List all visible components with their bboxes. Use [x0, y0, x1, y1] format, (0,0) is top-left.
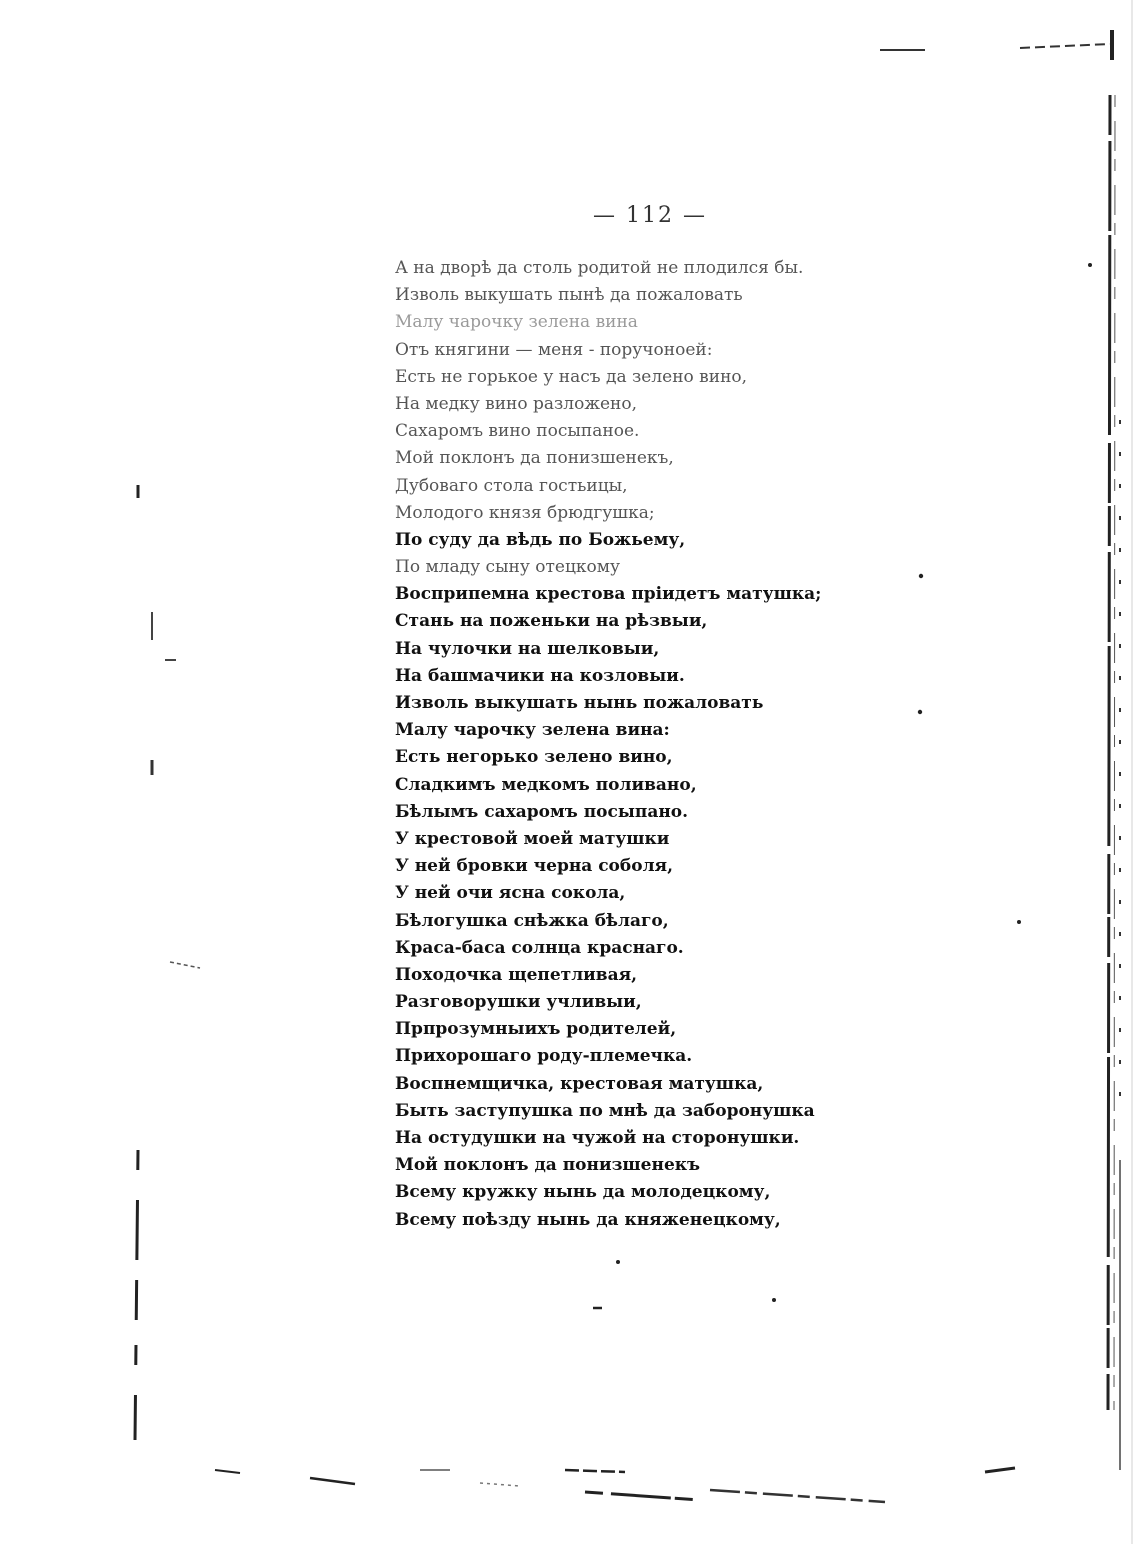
poem-line: Сахаромъ вино посыпаное.	[395, 421, 640, 442]
page-number: — 112 —	[593, 203, 707, 228]
poem-line: Мой поклонъ да понизшенекъ	[395, 1155, 701, 1176]
poem-line: Сладкимъ медкомъ поливано,	[395, 774, 697, 795]
poem-line: У крестовой моей матушки	[395, 828, 670, 849]
poem-line: Разговорушки учливыи,	[395, 992, 642, 1013]
poem-line: Всему поѣзду нынь да княженецкому,	[395, 1209, 781, 1230]
poem-line: На чулочки на шелковыи,	[395, 638, 660, 659]
poem-line: А на дворѣ да столь родитой не плодился бы.	[395, 258, 804, 278]
poem-line: Мой поклонъ да понизшенекъ,	[395, 448, 674, 469]
poem-line: У ней очи ясна сокола,	[395, 883, 626, 904]
poem-line: Малу чарочку зелена вина:	[395, 720, 670, 741]
poem-line: Воспнемщичка, крестовая матушка,	[395, 1073, 764, 1094]
poem-line: У ней бровки черна соболя,	[395, 856, 674, 877]
poem-line: По суду да вѣдь по Божьему,	[395, 529, 686, 550]
poem-line: На башмачики на козловыи.	[395, 665, 685, 686]
poem-line: Изволь выкушать пынѣ да пожаловать	[395, 285, 743, 306]
poem-line: Стань на поженьки на рѣзвыи,	[395, 611, 708, 632]
poem-line: По младу сыну отецкому	[395, 557, 621, 578]
poem-line: Прпрозумныихъ родителей,	[395, 1019, 677, 1040]
poem-line: На остудушки на чужой на сторонушки.	[395, 1128, 800, 1148]
poem-line: Краса-баса солнца краснаго.	[395, 937, 684, 958]
poem-line: Малу чарочку зелена вина	[395, 312, 638, 333]
poem-line: Всему кружку нынь да молодецкому,	[395, 1182, 771, 1203]
poem-line: Изволь выкушать нынь пожаловать	[395, 693, 764, 713]
poem-line: Походочка щепетливая,	[395, 964, 638, 985]
poem-line: Восприпемна крестова пріидетъ матушка;	[395, 584, 822, 605]
poem-line: Бѣлогушка снѣжка бѣлаго,	[395, 910, 669, 931]
poem-line: Есть не горькое у насъ да зелено вино,	[395, 366, 748, 387]
poem-line: Быть заступушка по мнѣ да заборонушка	[395, 1100, 815, 1121]
poem-line: Бѣлымъ сахаромъ посыпано.	[395, 801, 689, 822]
poem-line: Прихорошаго роду-племечка.	[395, 1046, 693, 1067]
poem-line: Молодого князя брюдгушка;	[395, 502, 655, 523]
poem-line: Есть негорько зелено вино,	[395, 747, 673, 768]
poem-line: Отъ княгини — меня - поручоноей:	[395, 339, 713, 360]
poem-line: На медку вино разложено,	[395, 393, 638, 414]
poem-line: Дубоваго стола гостьицы,	[395, 475, 628, 496]
